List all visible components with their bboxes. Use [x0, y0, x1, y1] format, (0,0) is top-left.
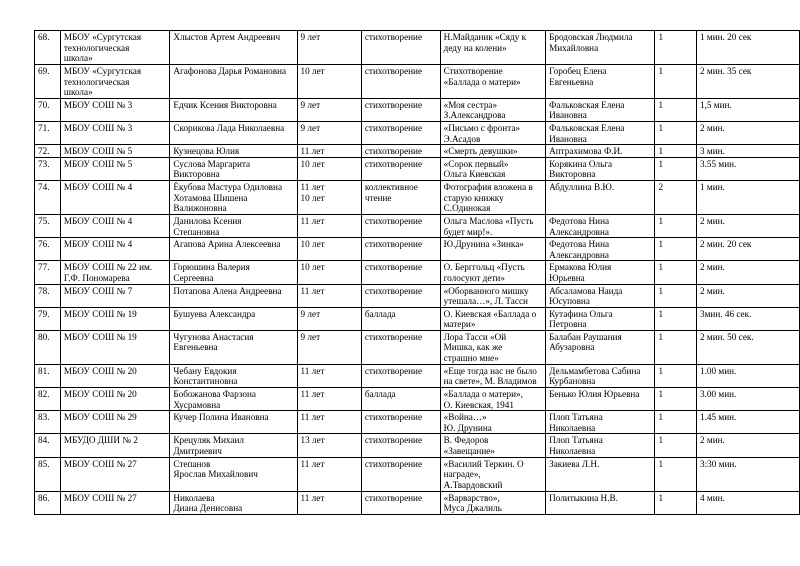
row-number-cell: 85. — [35, 457, 61, 491]
teacher-cell: Дельмамбетова Сабина Курбановна — [546, 364, 655, 387]
work-cell: «Смерть девушки» — [440, 145, 545, 158]
duration-cell: 2 мин. — [697, 261, 800, 284]
table-row — [35, 261, 800, 284]
participant-name-cell: Бушуева Александра — [170, 307, 297, 330]
row-number-cell: 84. — [35, 434, 61, 457]
teacher-cell: Плоп Татьяна Николаевна — [546, 434, 655, 457]
age-cell: 13 лет — [297, 434, 361, 457]
work-cell: «Василий Теркин. О награде», А.Твардовский — [440, 457, 545, 491]
participant-count-cell: 1 — [655, 364, 697, 387]
genre-cell: баллада — [361, 388, 440, 411]
age-cell: 10 лет — [297, 238, 361, 261]
age-cell: 11 лет — [297, 145, 361, 158]
age-cell: 9 лет — [297, 98, 361, 121]
participant-name-cell: Агапова Арина Алексеевна — [170, 238, 297, 261]
teacher-cell: Бенько Юлия Юрьевна — [546, 388, 655, 411]
row-number-cell: 69. — [35, 65, 61, 99]
genre-cell: стихотворение — [361, 98, 440, 121]
row-number-cell: 74. — [35, 180, 61, 214]
age-cell: 11 лет — [297, 388, 361, 411]
duration-cell: 2 мин. 35 сек — [697, 65, 800, 99]
work-cell: Ольга Маслова «Пусть будет мир!». — [440, 214, 545, 237]
duration-cell: 2 мин. — [697, 434, 800, 457]
participants-table — [34, 30, 800, 515]
table-row — [35, 145, 800, 158]
row-number-cell: 73. — [35, 157, 61, 180]
age-cell: 11 лет — [297, 214, 361, 237]
school-cell: МБОУ «Сургутская технологическая школа» — [60, 31, 169, 65]
work-cell: «Война…» Ю. Друнина — [440, 411, 545, 434]
participant-count-cell: 1 — [655, 307, 697, 330]
teacher-cell: Ермакова Юлия Юрьевна — [546, 261, 655, 284]
teacher-cell: Плоп Татьяна Николаевна — [546, 411, 655, 434]
teacher-cell: Абсаламова Наида Юсуповна — [546, 284, 655, 307]
genre-cell: стихотворение — [361, 411, 440, 434]
genre-cell: стихотворение — [361, 238, 440, 261]
duration-cell: 4 мин. — [697, 491, 800, 514]
table-row — [35, 31, 800, 65]
duration-cell: 1 мин. — [697, 180, 800, 214]
work-cell: Ю.Друнина «Зинка» — [440, 238, 545, 261]
school-cell: МБОУ СОШ № 3 — [60, 98, 169, 121]
table-row — [35, 330, 800, 364]
participant-name-cell: Агафонова Дарья Романовна — [170, 65, 297, 99]
genre-cell: стихотворение — [361, 214, 440, 237]
participant-name-cell: Хлыстов Артем Андреевич — [170, 31, 297, 65]
participant-count-cell: 1 — [655, 411, 697, 434]
participant-name-cell: Горюшина Валерия Сергеевна — [170, 261, 297, 284]
age-cell: 11 лет — [297, 364, 361, 387]
age-cell: 10 лет — [297, 157, 361, 180]
work-cell: Стихотворение «Баллада о матери» — [440, 65, 545, 99]
row-number-cell: 79. — [35, 307, 61, 330]
participant-name-cell: Кузнецова Юлия — [170, 145, 297, 158]
age-cell: 9 лет — [297, 330, 361, 364]
participant-count-cell: 1 — [655, 284, 697, 307]
work-cell: Фотография вложена в старую книжку С.Одинокая — [440, 180, 545, 214]
row-number-cell: 68. — [35, 31, 61, 65]
row-number-cell: 75. — [35, 214, 61, 237]
row-number-cell: 71. — [35, 121, 61, 144]
row-number-cell: 83. — [35, 411, 61, 434]
school-cell: МБОУ СОШ № 20 — [60, 364, 169, 387]
work-cell: В. Федоров «Завещание» — [440, 434, 545, 457]
age-cell: 9 лет — [297, 121, 361, 144]
work-cell: «Варварство», Муса Джалиль — [440, 491, 545, 514]
table-row — [35, 388, 800, 411]
participant-count-cell: 1 — [655, 145, 697, 158]
work-cell: «Оборванного мишку утешала…», Л. Тасси — [440, 284, 545, 307]
participant-count-cell: 1 — [655, 457, 697, 491]
duration-cell: 3мин. 46 сек. — [697, 307, 800, 330]
school-cell: МБОУ СОШ № 27 — [60, 491, 169, 514]
work-cell: «Еще тогда нас не было на свете», М. Владимов — [440, 364, 545, 387]
duration-cell: 1.45 мин. — [697, 411, 800, 434]
participant-name-cell: Николаева Диана Денисовна — [170, 491, 297, 514]
participant-count-cell: 1 — [655, 388, 697, 411]
duration-cell: 1,5 мин. — [697, 98, 800, 121]
participant-name-cell: Чебану Евдокия Константиновна — [170, 364, 297, 387]
teacher-cell: Корякина Ольга Викторовна — [546, 157, 655, 180]
row-number-cell: 81. — [35, 364, 61, 387]
table-row — [35, 307, 800, 330]
table-row — [35, 65, 800, 99]
participant-name-cell: Ёкубова Мастура Одиловна Хотамова Шишена Валижоновна — [170, 180, 297, 214]
genre-cell: стихотворение — [361, 457, 440, 491]
table-row — [35, 238, 800, 261]
table-row — [35, 457, 800, 491]
age-cell: 9 лет — [297, 31, 361, 65]
row-number-cell: 82. — [35, 388, 61, 411]
age-cell: 11 лет — [297, 411, 361, 434]
row-number-cell: 77. — [35, 261, 61, 284]
participant-count-cell: 1 — [655, 121, 697, 144]
teacher-cell: Горобец Елена Евгеньевна — [546, 65, 655, 99]
work-cell: «Сорок первый» Ольга Киевская — [440, 157, 545, 180]
teacher-cell: Балабан Раушания Абузаровна — [546, 330, 655, 364]
row-number-cell: 86. — [35, 491, 61, 514]
work-cell: «Баллада о матери», О. Киевская, 1941 — [440, 388, 545, 411]
participant-name-cell: Суслова Маргарита Викторовна — [170, 157, 297, 180]
work-cell: О. Берггольц «Пусть голосуют дети» — [440, 261, 545, 284]
table-row — [35, 157, 800, 180]
teacher-cell: Фальковская Елена Ивановна — [546, 121, 655, 144]
duration-cell: 3.00 мин. — [697, 388, 800, 411]
participant-count-cell: 1 — [655, 31, 697, 65]
participant-count-cell: 1 — [655, 330, 697, 364]
genre-cell: стихотворение — [361, 364, 440, 387]
school-cell: МБОУ СОШ № 22 им. Г.Ф. Пономарева — [60, 261, 169, 284]
teacher-cell: Закиева Л.Н. — [546, 457, 655, 491]
genre-cell: стихотворение — [361, 121, 440, 144]
participant-name-cell: Чугунова Анастасия Евгеньевна — [170, 330, 297, 364]
table-row — [35, 121, 800, 144]
row-number-cell: 76. — [35, 238, 61, 261]
age-cell: 11 лет — [297, 457, 361, 491]
participant-name-cell: Крецуляк Михаил Дмитриевич — [170, 434, 297, 457]
work-cell: «Письмо с фронта» Э.Асадов — [440, 121, 545, 144]
school-cell: МБОУ «Сургутская технологическая школа» — [60, 65, 169, 99]
table-row — [35, 284, 800, 307]
teacher-cell: Кутафина Ольга Петровна — [546, 307, 655, 330]
genre-cell: стихотворение — [361, 491, 440, 514]
table-body — [35, 31, 800, 515]
table-row — [35, 491, 800, 514]
participant-name-cell: Скорикова Лада Николаевна — [170, 121, 297, 144]
school-cell: МБОУ СОШ № 4 — [60, 180, 169, 214]
age-cell: 11 лет — [297, 284, 361, 307]
teacher-cell: Фальковская Елена Ивановна — [546, 98, 655, 121]
school-cell: МБОУ СОШ № 3 — [60, 121, 169, 144]
duration-cell: 3.55 мин. — [697, 157, 800, 180]
duration-cell: 2 мин. — [697, 214, 800, 237]
age-cell: 11 лет — [297, 491, 361, 514]
genre-cell: стихотворение — [361, 157, 440, 180]
school-cell: МБОУ СОШ № 29 — [60, 411, 169, 434]
genre-cell: стихотворение — [361, 31, 440, 65]
participant-name-cell: Кучер Полина Ивановна — [170, 411, 297, 434]
genre-cell: стихотворение — [361, 261, 440, 284]
teacher-cell: Аптрахимова Ф.И. — [546, 145, 655, 158]
school-cell: МБОУ СОШ № 27 — [60, 457, 169, 491]
school-cell: МБОУ СОШ № 20 — [60, 388, 169, 411]
age-cell: 10 лет — [297, 261, 361, 284]
table-row — [35, 214, 800, 237]
row-number-cell: 72. — [35, 145, 61, 158]
participant-count-cell: 1 — [655, 238, 697, 261]
work-cell: Лора Тасси «Ой Мишка, как же страшно мне» — [440, 330, 545, 364]
participant-name-cell: Бобожанова Фарзона Хусрамовна — [170, 388, 297, 411]
teacher-cell: Абдуллина В.Ю. — [546, 180, 655, 214]
table-row — [35, 98, 800, 121]
row-number-cell: 70. — [35, 98, 61, 121]
row-number-cell: 80. — [35, 330, 61, 364]
participant-count-cell: 1 — [655, 434, 697, 457]
table-row — [35, 364, 800, 387]
table-row — [35, 434, 800, 457]
age-cell: 11 лет 10 лет — [297, 180, 361, 214]
duration-cell: 1 мин. 20 сек — [697, 31, 800, 65]
genre-cell: стихотворение — [361, 330, 440, 364]
teacher-cell: Политыкина Н.В. — [546, 491, 655, 514]
work-cell: О. Киевская «Баллада о матери» — [440, 307, 545, 330]
participant-count-cell: 1 — [655, 98, 697, 121]
school-cell: МБОУ СОШ № 5 — [60, 157, 169, 180]
school-cell: МБОУ СОШ № 5 — [60, 145, 169, 158]
participant-count-cell: 1 — [655, 491, 697, 514]
school-cell: МБОУ СОШ № 4 — [60, 214, 169, 237]
genre-cell: стихотворение — [361, 434, 440, 457]
teacher-cell: Федотова Нина Александровна — [546, 214, 655, 237]
genre-cell: баллада — [361, 307, 440, 330]
teacher-cell: Федотова Нина Александровна — [546, 238, 655, 261]
genre-cell: стихотворение — [361, 145, 440, 158]
age-cell: 9 лет — [297, 307, 361, 330]
duration-cell: 1.00 мин. — [697, 364, 800, 387]
participant-name-cell: Данилова Ксения Степановна — [170, 214, 297, 237]
participant-count-cell: 1 — [655, 157, 697, 180]
duration-cell: 3 мин. — [697, 145, 800, 158]
duration-cell: 2 мин. — [697, 284, 800, 307]
participant-name-cell: Степанов Ярослав Михайлович — [170, 457, 297, 491]
participant-count-cell: 2 — [655, 180, 697, 214]
genre-cell: коллективное чтение — [361, 180, 440, 214]
teacher-cell: Бродовская Людмила Михайловна — [546, 31, 655, 65]
age-cell: 10 лет — [297, 65, 361, 99]
participant-count-cell: 1 — [655, 261, 697, 284]
participant-name-cell: Едчик Ксения Викторовна — [170, 98, 297, 121]
genre-cell: стихотворение — [361, 284, 440, 307]
participant-count-cell: 1 — [655, 214, 697, 237]
duration-cell: 2 мин. 20 сек — [697, 238, 800, 261]
school-cell: МБОУ СОШ № 19 — [60, 330, 169, 364]
school-cell: МБУДО ДШИ № 2 — [60, 434, 169, 457]
school-cell: МБОУ СОШ № 19 — [60, 307, 169, 330]
row-number-cell: 78. — [35, 284, 61, 307]
school-cell: МБОУ СОШ № 4 — [60, 238, 169, 261]
table-row — [35, 411, 800, 434]
work-cell: «Моя сестра» З.Александрова — [440, 98, 545, 121]
duration-cell: 2 мин. 50 сек. — [697, 330, 800, 364]
work-cell: Н.Майданик «Сяду к деду на колени» — [440, 31, 545, 65]
genre-cell: стихотворение — [361, 65, 440, 99]
school-cell: МБОУ СОШ № 7 — [60, 284, 169, 307]
participant-count-cell: 1 — [655, 65, 697, 99]
table-row — [35, 180, 800, 214]
participant-name-cell: Потапова Алена Андреевна — [170, 284, 297, 307]
duration-cell: 2 мин. — [697, 121, 800, 144]
duration-cell: 3:30 мин. — [697, 457, 800, 491]
